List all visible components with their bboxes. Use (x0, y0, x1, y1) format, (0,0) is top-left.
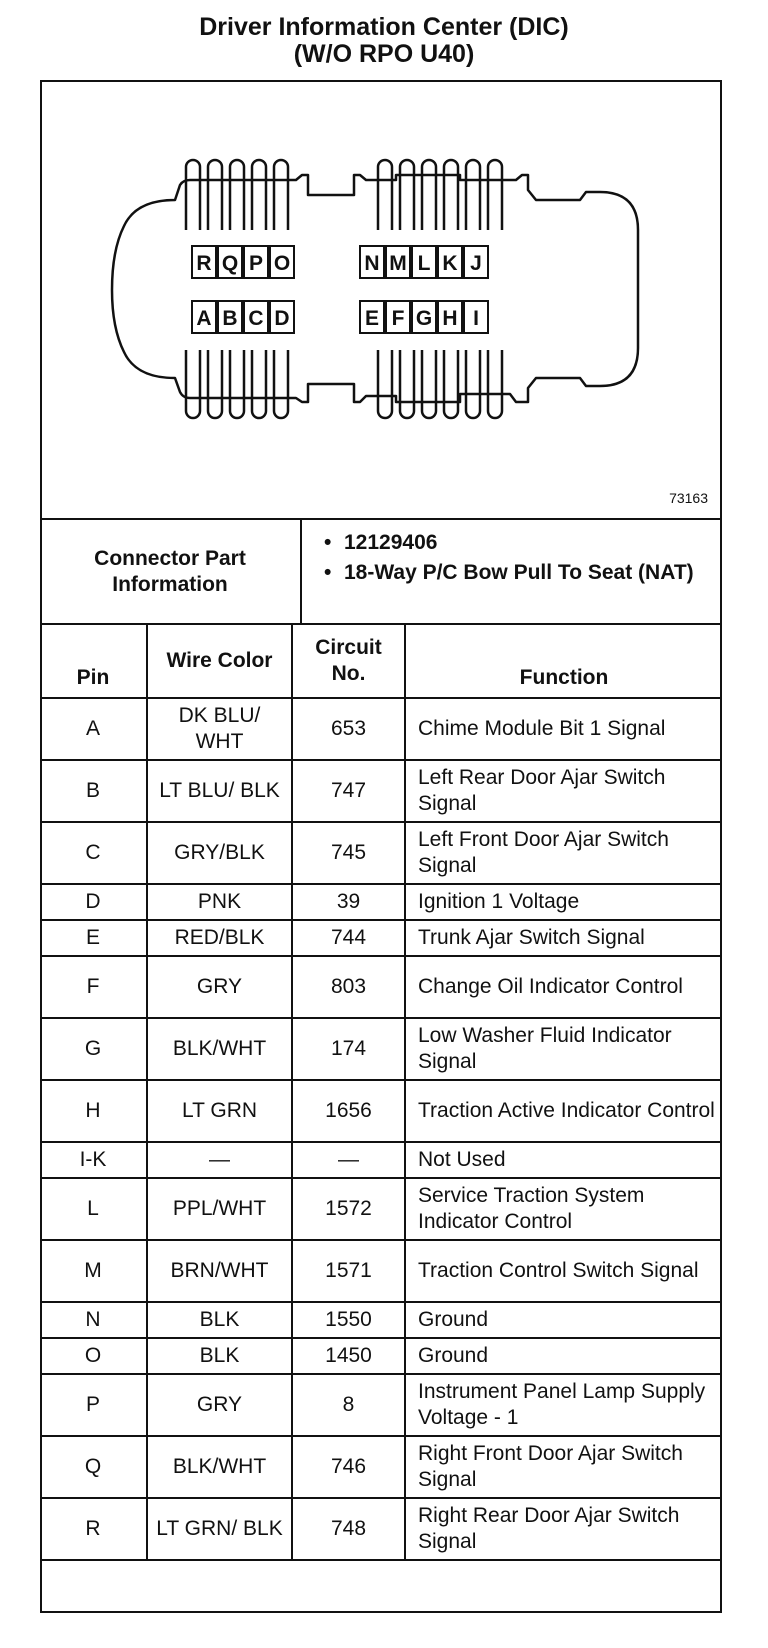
circuit-cell: 745 (292, 822, 405, 884)
circuit-cell: 1571 (292, 1240, 405, 1302)
pin-cell: A (40, 698, 147, 760)
table-row (40, 822, 722, 884)
wire-color-cell: BLK/WHT (147, 1018, 292, 1080)
circuit-cell: 1550 (292, 1302, 405, 1338)
pin-cell: O (40, 1338, 147, 1374)
pin-label: D (274, 307, 290, 330)
circuit-cell: 1656 (292, 1080, 405, 1142)
pin-cell: P (40, 1374, 147, 1436)
connector-info-list (302, 520, 722, 623)
wire-color-cell: LT GRN/ BLK (147, 1498, 292, 1560)
circuit-cell: 1450 (292, 1338, 405, 1374)
connector-finger (208, 160, 222, 230)
pin-cell: G (40, 1018, 147, 1080)
table-row (40, 1240, 722, 1302)
circuit-cell: 748 (292, 1498, 405, 1560)
header-wire-color: Wire Color (147, 625, 292, 698)
table-row (40, 1436, 722, 1498)
pin-cell: B (40, 760, 147, 822)
table-header-row (40, 625, 722, 698)
wire-color-cell: PNK (147, 884, 292, 920)
title-line-1: Driver Information Center (DIC) (199, 13, 569, 41)
circuit-cell: 1572 (292, 1178, 405, 1240)
pin-label: M (389, 252, 407, 275)
circuit-cell: 744 (292, 920, 405, 956)
circuit-cell: 174 (292, 1018, 405, 1080)
wire-color-cell: BLK (147, 1302, 292, 1338)
pin-cell: H (40, 1080, 147, 1142)
connector-finger (422, 350, 436, 418)
circuit-cell: — (292, 1142, 405, 1178)
table-row (40, 956, 722, 1018)
pin-label: G (415, 307, 433, 330)
pin-label: O (273, 252, 291, 275)
connector-finger (400, 350, 414, 418)
table-row (40, 1018, 722, 1080)
connector-finger (444, 160, 458, 230)
circuit-cell: 803 (292, 956, 405, 1018)
header-function: Function (405, 625, 722, 698)
connector-finger (488, 350, 502, 418)
function-cell: Traction Control Switch Signal (405, 1240, 722, 1302)
wire-color-cell: BLK (147, 1338, 292, 1374)
table-row (40, 1142, 722, 1178)
table-row (40, 1080, 722, 1142)
pin-cell: R (40, 1498, 147, 1560)
pin-label: C (248, 307, 264, 330)
pin-label: A (196, 307, 212, 330)
function-cell: Traction Active Indicator Control (405, 1080, 722, 1142)
table-row (40, 1498, 722, 1560)
pin-label: N (364, 252, 380, 275)
wire-color-cell: — (147, 1142, 292, 1178)
pin-cell: L (40, 1178, 147, 1240)
pin-cell: E (40, 920, 147, 956)
page-title (0, 14, 768, 68)
circuit-cell: 8 (292, 1374, 405, 1436)
pin-cell: M (40, 1240, 147, 1302)
connector-finger (208, 350, 222, 418)
wire-color-cell: RED/BLK (147, 920, 292, 956)
pin-label: I (473, 307, 479, 330)
function-cell: Ignition 1 Voltage (405, 884, 722, 920)
function-cell: Low Washer Fluid Indicator Signal (405, 1018, 722, 1080)
connector-finger (274, 350, 288, 418)
connector-finger (230, 350, 244, 418)
figure-number: 73163 (669, 490, 708, 506)
pin-cell: I-K (40, 1142, 147, 1178)
pin-cell: C (40, 822, 147, 884)
connector-type: • 18-Way P/C Bow Pull To Seat (NAT) (324, 560, 712, 586)
connector-finger (186, 350, 200, 418)
table-row (40, 884, 722, 920)
table-row (40, 1178, 722, 1240)
function-cell: Ground (405, 1302, 722, 1338)
function-cell: Left Rear Door Ajar Switch Signal (405, 760, 722, 822)
pin-cell: F (40, 956, 147, 1018)
circuit-cell: 39 (292, 884, 405, 920)
pin-label: E (364, 307, 380, 330)
table-row (40, 920, 722, 956)
pin-label: H (442, 307, 458, 330)
circuit-cell: 653 (292, 698, 405, 760)
function-cell: Not Used (405, 1142, 722, 1178)
table-row (40, 760, 722, 822)
wire-color-cell: BLK/WHT (147, 1436, 292, 1498)
pin-cell: N (40, 1302, 147, 1338)
wire-color-cell: GRY (147, 1374, 292, 1436)
table-row (40, 1338, 722, 1374)
connector-info-label: Connector Part Information (40, 520, 302, 623)
pin-label: Q (221, 252, 239, 275)
wire-color-cell: BRN/WHT (147, 1240, 292, 1302)
connector-finger (488, 160, 502, 230)
pin-label: P (248, 252, 264, 275)
connector-finger (400, 160, 414, 230)
wire-color-cell: LT GRN (147, 1080, 292, 1142)
function-cell: Instrument Panel Lamp Supply Voltage - 1 (405, 1374, 722, 1436)
function-cell: Chime Module Bit 1 Signal (405, 698, 722, 760)
wire-color-cell: GRY/BLK (147, 822, 292, 884)
connector-part-info (40, 520, 722, 625)
circuit-cell: 746 (292, 1436, 405, 1498)
connector-finger (378, 160, 392, 230)
connector-drawing (40, 80, 722, 520)
part-number: • 12129406 (324, 530, 712, 556)
function-cell: Service Traction System Indicator Control (405, 1178, 722, 1240)
connector-finger (274, 160, 288, 230)
pin-label: R (196, 252, 212, 275)
connector-finger (444, 350, 458, 418)
connector-finger (466, 350, 480, 418)
circuit-cell: 747 (292, 760, 405, 822)
table-row (40, 1302, 722, 1338)
function-cell: Trunk Ajar Switch Signal (405, 920, 722, 956)
connector-finger (252, 160, 266, 230)
connector-finger (186, 160, 200, 230)
pin-label: F (391, 307, 405, 330)
connector-diagram (40, 80, 722, 520)
function-cell: Left Front Door Ajar Switch Signal (405, 822, 722, 884)
connector-outline (112, 175, 638, 402)
pin-label: B (222, 307, 238, 330)
connector-finger (378, 350, 392, 418)
wire-color-cell: DK BLU/ WHT (147, 698, 292, 760)
connector-finger (230, 160, 244, 230)
wire-color-cell: LT BLU/ BLK (147, 760, 292, 822)
connector-finger (466, 160, 480, 230)
pin-label: J (470, 252, 482, 275)
pinout-table (40, 625, 722, 1561)
function-cell: Ground (405, 1338, 722, 1374)
function-cell: Right Rear Door Ajar Switch Signal (405, 1498, 722, 1560)
title-line-2: (W/O RPO U40) (293, 40, 475, 68)
table-row (40, 1374, 722, 1436)
header-pin: Pin (40, 625, 147, 698)
function-cell: Change Oil Indicator Control (405, 956, 722, 1018)
connector-finger (422, 160, 436, 230)
pin-label: K (442, 252, 458, 275)
function-cell: Right Front Door Ajar Switch Signal (405, 1436, 722, 1498)
wire-color-cell: GRY (147, 956, 292, 1018)
pin-label: L (417, 252, 431, 275)
pin-cell: D (40, 884, 147, 920)
wire-color-cell: PPL/WHT (147, 1178, 292, 1240)
connector-finger (252, 350, 266, 418)
pin-cell: Q (40, 1436, 147, 1498)
header-circuit: Circuit No. (292, 625, 405, 698)
table-row (40, 698, 722, 760)
